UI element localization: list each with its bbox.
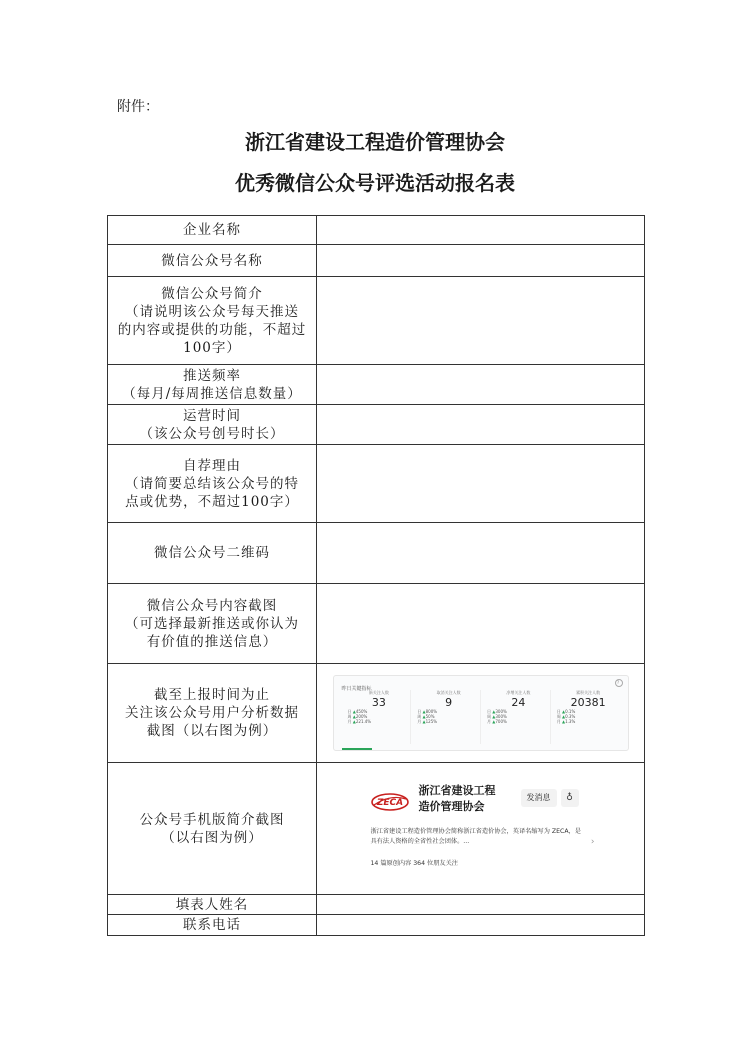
- label-screenshot-line: 微信公众号内容截图: [146, 597, 278, 614]
- stats-value: 24: [511, 696, 526, 709]
- stats-rate-week: 周 ▲300%: [487, 714, 507, 719]
- label-analysis-line: 截至上报时间为止: [154, 687, 270, 703]
- label-reason-line: 点或优势，不超过100字）: [125, 493, 299, 510]
- input-filler-name[interactable]: [317, 895, 645, 915]
- stats-column: [481, 690, 551, 744]
- chevron-right-icon[interactable]: ›: [590, 836, 595, 847]
- info-icon: ?: [615, 679, 623, 687]
- stats-value: 20381: [570, 696, 606, 709]
- stats-column: [551, 690, 620, 744]
- stats-screenshot-example: [333, 675, 629, 751]
- stats-label: 累积关注人数: [576, 690, 601, 695]
- stats-rate-day: 日 ▲450%: [347, 709, 368, 714]
- stats-rate-day: 日 ▲800%: [417, 709, 438, 714]
- label-analysis-line: 截图（以右图为例）: [146, 723, 278, 739]
- send-message-button[interactable]: 发消息: [521, 789, 557, 807]
- label-analysis: [108, 664, 317, 763]
- label-intro: [108, 277, 317, 365]
- svg-text:ZECA: ZECA: [376, 797, 403, 808]
- profile-meta: 14 篇原创内容 364 位朋友关注: [370, 859, 458, 867]
- stats-label: 新关注人数: [368, 690, 389, 695]
- upload-qrcode[interactable]: [317, 523, 645, 584]
- label-mobile-intro: [108, 763, 317, 895]
- stats-value: 33: [371, 696, 386, 709]
- example-mobile-cell: [317, 763, 645, 895]
- stats-rate-week: 周 ▲50%: [417, 714, 435, 719]
- label-operation-time-line: （该公众号创号时长）: [139, 425, 285, 442]
- label-analysis-line: 关注该公众号用户分析数据: [125, 705, 299, 721]
- label-qrcode: 微信公众号二维码: [108, 523, 317, 584]
- label-frequency-line: （每月/每周推送信息数量）: [122, 385, 302, 402]
- label-intro-line: 的内容或提供的功能，不超过: [117, 321, 307, 338]
- label-operation-time: [108, 405, 317, 445]
- label-intro-line: （请说明该公众号每天推送: [125, 303, 299, 320]
- stats-rate-month: 月 ▲125%: [417, 719, 438, 724]
- label-frequency-line: 推送频率: [183, 367, 241, 384]
- stats-rate-month: 月 ▲1.3%: [556, 719, 576, 724]
- registration-form-table: [107, 215, 645, 936]
- profile-name-line: 浙江省建设工程: [418, 783, 496, 797]
- user-profile-icon[interactable]: ♁: [561, 789, 579, 807]
- zeca-logo-icon: [371, 791, 409, 813]
- active-indicator: [342, 748, 372, 750]
- input-company[interactable]: [317, 216, 645, 245]
- stats-label: 净增关注人数: [506, 690, 531, 695]
- form-title-line2: 优秀微信公众号评选活动报名表: [235, 171, 515, 195]
- profile-name: [419, 783, 509, 815]
- label-screenshot: [108, 584, 317, 664]
- form-title-line1: 浙江省建设工程造价管理协会: [245, 130, 505, 154]
- stats-header: 昨日关键指标: [341, 686, 372, 692]
- label-reason: [108, 445, 317, 523]
- input-operation-time[interactable]: [317, 405, 645, 445]
- example-analysis-cell: [317, 664, 645, 763]
- input-frequency[interactable]: [317, 365, 645, 405]
- label-screenshot-line: （可选择最新推送或你认为: [125, 615, 299, 632]
- label-mobile-intro-line: （以右图为例）: [161, 829, 263, 846]
- input-phone[interactable]: [317, 915, 645, 936]
- stats-label: 取消关注人数: [436, 690, 461, 695]
- profile-screenshot-example: [365, 777, 597, 881]
- stats-value: 9: [445, 696, 453, 709]
- label-mobile-intro-line: 公众号手机版简介截图: [139, 811, 285, 828]
- stats-rate-month: 月 ▲221.4%: [347, 719, 372, 724]
- stats-rate-week: 周 ▲200%: [347, 714, 368, 719]
- profile-description: 浙江省建设工程造价管理协会简称浙江省造价协会，英译名缩写为 ZECA，是具有法人资格的全省性社会团体。...: [370, 827, 581, 845]
- stats-rate-week: 周 ▲0.3%: [556, 714, 576, 719]
- profile-name-line: 造价管理协会: [418, 799, 485, 813]
- label-account-name: 微信公众号名称: [108, 245, 317, 277]
- label-filler-name: 填表人姓名: [108, 895, 317, 915]
- stats-column: [342, 690, 412, 744]
- input-reason[interactable]: [317, 445, 645, 523]
- attachment-label: 附件：: [117, 99, 159, 115]
- label-screenshot-line: 有价值的推送信息）: [146, 633, 278, 650]
- input-intro[interactable]: [317, 277, 645, 365]
- stats-rate-day: 日 ▲0.1%: [556, 709, 576, 714]
- stats-rate-day: 日 ▲300%: [487, 709, 507, 714]
- stats-column: [411, 690, 481, 744]
- label-reason-line: （请简要总结该公众号的特: [125, 475, 299, 492]
- label-operation-time-line: 运营时间: [183, 407, 241, 424]
- label-reason-line: 自荐理由: [183, 457, 241, 474]
- input-account-name[interactable]: [317, 245, 645, 277]
- label-intro-line: 微信公众号简介: [161, 285, 263, 302]
- stats-rate-month: 月 ▲700%: [487, 719, 507, 724]
- label-frequency: [108, 365, 317, 405]
- upload-screenshot[interactable]: [317, 584, 645, 664]
- label-intro-line: 100字）: [183, 339, 241, 356]
- label-phone: 联系电话: [108, 915, 317, 936]
- label-company: 企业名称: [108, 216, 317, 245]
